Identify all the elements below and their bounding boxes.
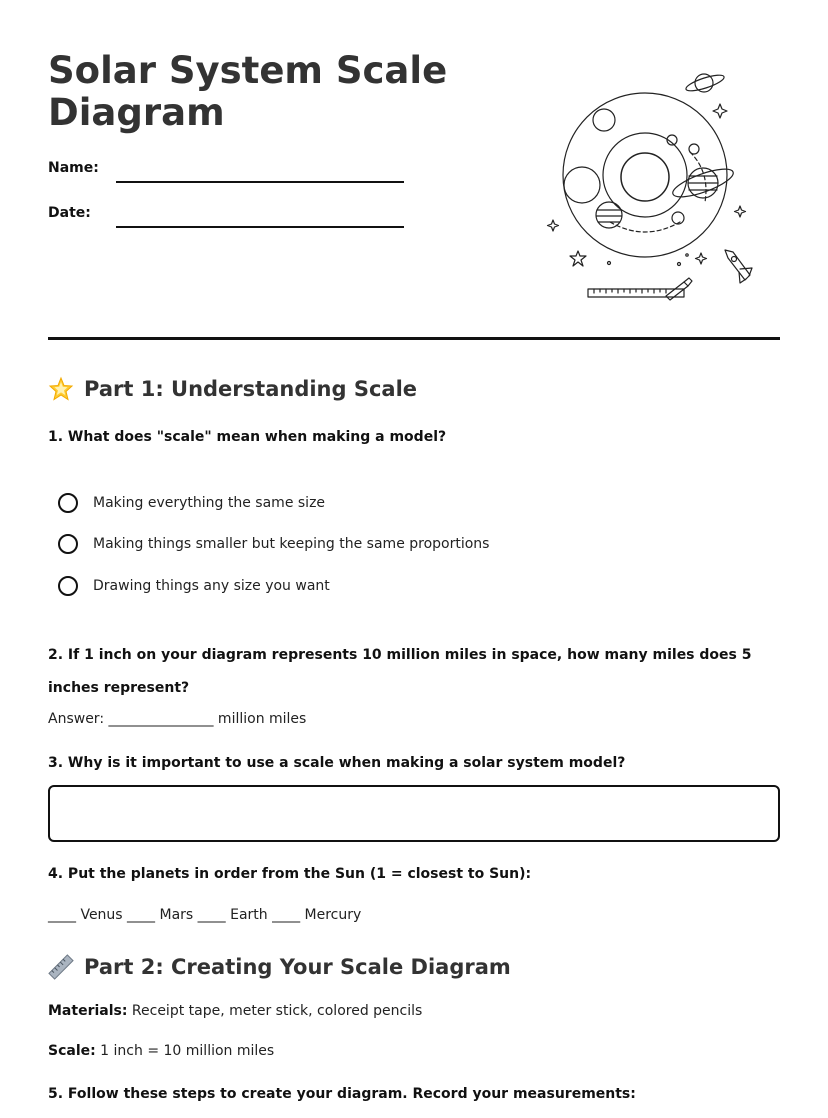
name-field[interactable] bbox=[116, 181, 404, 183]
question-2: 2. If 1 inch on your diagram represents 10 million miles in space, how many miles does 5 inches represent? bbox=[48, 647, 752, 696]
ruler-icon bbox=[48, 954, 74, 980]
scale-value: 1 inch = 10 million miles bbox=[95, 1043, 275, 1059]
part1-heading bbox=[48, 375, 417, 403]
q1-option-1-label: Making everything the same size bbox=[93, 495, 326, 511]
part2-heading bbox=[48, 953, 511, 981]
header-divider bbox=[48, 337, 780, 340]
solar-system-illustration bbox=[540, 62, 766, 308]
part1-title: Part 1: Understanding Scale bbox=[84, 377, 418, 401]
scale-line bbox=[48, 1043, 274, 1059]
q3-answer-box[interactable] bbox=[48, 785, 780, 842]
date-field[interactable] bbox=[116, 226, 404, 228]
date-label: Date: bbox=[48, 205, 91, 221]
radio-button[interactable] bbox=[58, 534, 78, 554]
radio-button[interactable] bbox=[58, 493, 78, 513]
q1-option-2-label: Making things smaller but keeping the same proportions bbox=[93, 536, 490, 552]
name-label: Name: bbox=[48, 160, 99, 176]
q2-answer-line[interactable]: Answer: _______________ million miles bbox=[48, 711, 307, 727]
q4-blanks[interactable]: ____ Venus ____ Mars ____ Earth ____ Mercury bbox=[48, 907, 362, 923]
materials-value: Receipt tape, meter stick, colored pencils bbox=[127, 1003, 423, 1019]
q1-option-3[interactable] bbox=[58, 574, 330, 598]
question-4: 4. Put the planets in order from the Sun (1 = closest to Sun): bbox=[48, 866, 532, 882]
question-5: 5. Follow these steps to create your diagram. Record your measurements: bbox=[48, 1086, 636, 1102]
page-title: Solar System Scale Diagram bbox=[48, 49, 448, 134]
q1-option-1[interactable] bbox=[58, 491, 325, 515]
scale-label: Scale: bbox=[48, 1043, 96, 1059]
q1-option-2[interactable] bbox=[58, 532, 489, 556]
q1-option-3-label: Drawing things any size you want bbox=[93, 578, 330, 594]
part2-title: Part 2: Creating Your Scale Diagram bbox=[84, 955, 511, 979]
question-3: 3. Why is it important to use a scale when making a solar system model? bbox=[48, 755, 626, 771]
materials-label: Materials: bbox=[48, 1003, 128, 1019]
question-1: 1. What does "scale" mean when making a model? bbox=[48, 429, 447, 445]
radio-button[interactable] bbox=[58, 576, 78, 596]
materials-line bbox=[48, 1003, 422, 1019]
glowing-star-icon bbox=[48, 376, 74, 402]
